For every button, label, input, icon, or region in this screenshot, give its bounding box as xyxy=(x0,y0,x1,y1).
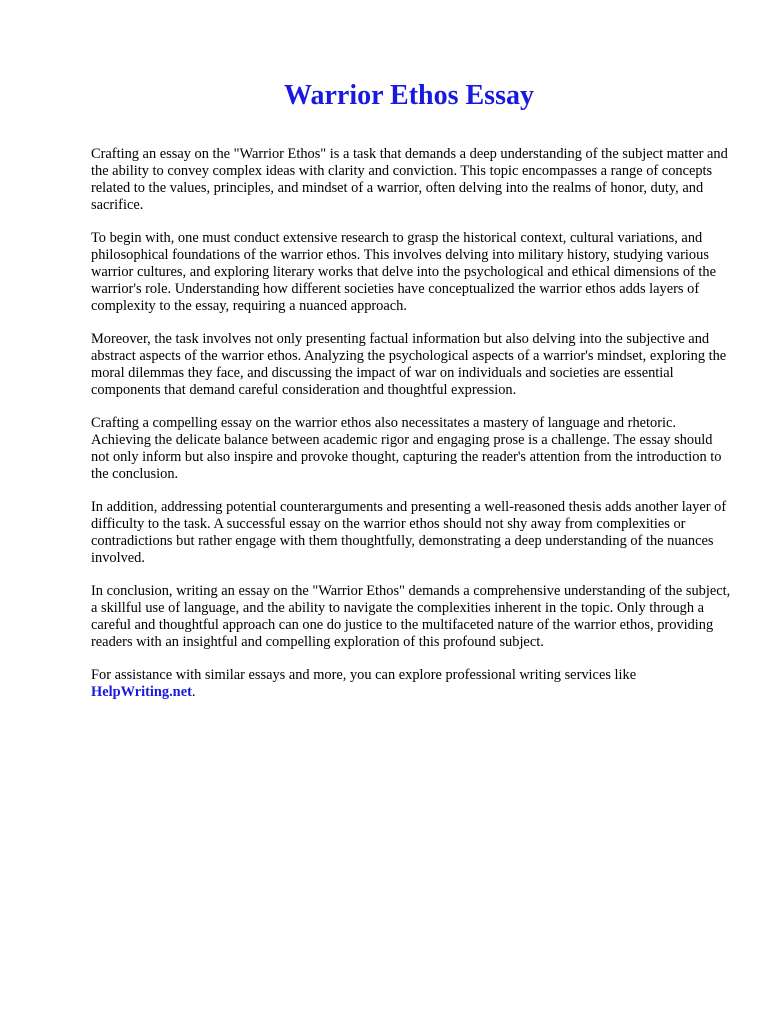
helpwriting-link[interactable]: HelpWriting.net xyxy=(91,684,192,700)
paragraph-1: Crafting an essay on the "Warrior Ethos" is a task that demands a deep understanding of the subject matter and the ability to convey complex ideas with clarity and conviction. This topic encompasses a range of concepts related to the values, principles, and mindset of a warrior, often delving into the realms of honor, duty, and sacrifice. xyxy=(91,146,728,213)
closing-paragraph xyxy=(91,667,731,701)
paragraph-4: Crafting a compelling essay on the warrior ethos also necessitates a mastery of language and rhetoric. Achieving the delicate balance between academic rigor and engaging prose is a challenge. The essay should not only inform but also inspire and provoke thought, capturing the reader's attention from the introduction to the conclusion. xyxy=(91,415,722,482)
paragraph-3: Moreover, the task involves not only presenting factual information but also delving into the subjective and abstract aspects of the warrior ethos. Analyzing the psychological aspects of a warrior's mindset, exploring the moral dilemmas they face, and discussing the impact of war on individuals and societies are essential components that demand careful consideration and thoughtful expression. xyxy=(91,331,727,398)
closing-text: For assistance with similar essays and more, you can explore professional writing services like xyxy=(91,667,637,683)
essay-body xyxy=(91,146,731,717)
paragraph-2: To begin with, one must conduct extensive research to grasp the historical context, cultural variations, and philosophical foundations of the warrior ethos. This involves delving into military history, studying various warrior cultures, and exploring literary works that delve into the psychological and ethical dimensions of the warrior's role. Understanding how different societies have conceptualized the warrior ethos adds layers of complexity to the essay, requiring a nuanced approach. xyxy=(91,230,717,314)
paragraph-6: In conclusion, writing an essay on the "Warrior Ethos" demands a comprehensive understanding of the subject, a skillful use of language, and the ability to navigate the complexities inherent in the topic. Only through a careful and thoughtful approach can one do justice to the multifaceted nature of the warrior ethos, providing readers with an insightful and compelling exploration of this profound subject. xyxy=(91,583,731,650)
page-title: Warrior Ethos Essay xyxy=(284,80,534,111)
closing-punctuation: . xyxy=(191,684,196,700)
paragraph-5: In addition, addressing potential counterarguments and presenting a well-reasoned thesis adds another layer of difficulty to the task. A successful essay on the warrior ethos should not shy away from complexities or contradictions but rather engage with them thoughtfully, demonstrating a deep understanding of the nuances involved. xyxy=(91,499,727,566)
